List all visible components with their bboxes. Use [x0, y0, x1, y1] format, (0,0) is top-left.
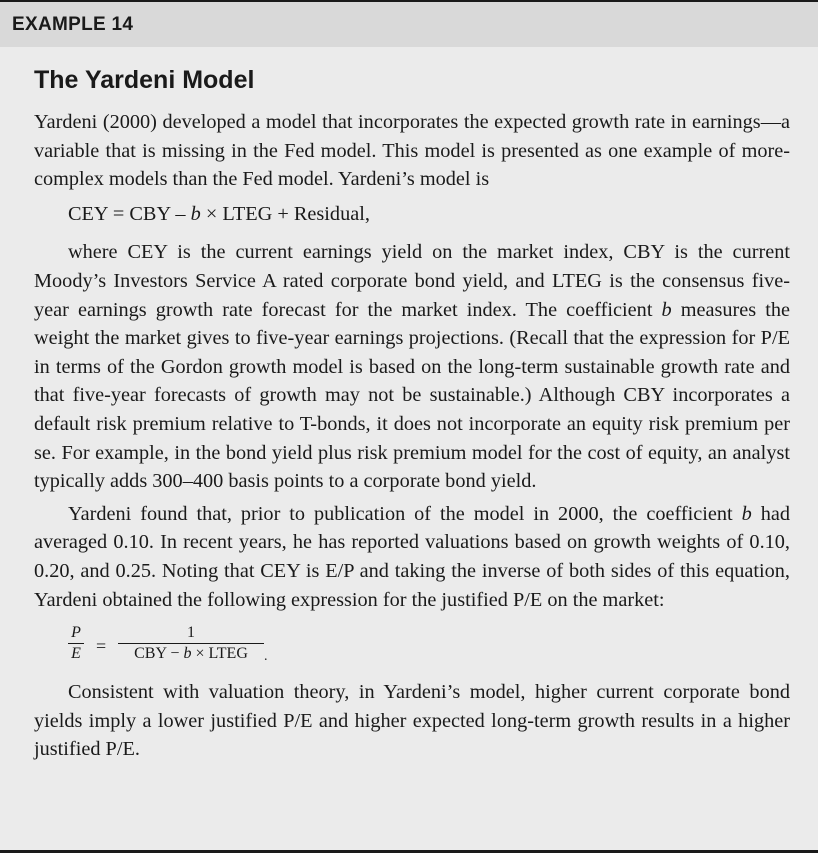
rhs-fraction — [118, 624, 264, 663]
example-label: EXAMPLE 14 — [12, 14, 134, 35]
equation-cey — [34, 200, 790, 229]
paragraph-intro: Yardeni (2000) developed a model that incorporates the expected growth rate in earnings—a variable that is missing in the Fed model. This model is presented as one example of more-complex models than the Fed model. Yardeni’s model is — [34, 111, 790, 191]
equation-pe — [34, 624, 790, 672]
paragraph-conclusion: Consistent with valuation theory, in Yardeni’s model, higher current corporate bond yields imply a lower justified P/E and higher expected long-term growth results in a higher justified P/E. — [34, 681, 790, 761]
p2-text-a: where CEY is the current earnings yield on the market index, CBY is the current Moody’s Investors Service A rated corporate bond yield, and LTEG is the consensus five-year earnings growth rate forecast for the market index. The coefficient — [34, 241, 790, 321]
section-title: The Yardeni Model — [34, 66, 255, 94]
bottom-rule — [0, 850, 818, 853]
pe-numerator: P — [71, 624, 81, 642]
example-header — [0, 0, 818, 47]
body-text — [34, 108, 790, 764]
pe-denominator: E — [71, 645, 81, 663]
pe-fraction-bar — [68, 643, 84, 644]
p3-text-b: had averaged 0.10. In recent years, he has reported valuations based on growth weights of 0.10, 0.20, and 0.25. Noting that CEY is E/P and taking the inverse of both sides of this equation, Yardeni obtained the following expression for the justified P/E on the market: — [34, 502, 790, 611]
eq1-left: CEY = CBY – — [68, 202, 191, 225]
p3-text-a: Yardeni found that, prior to publication of the model in 2000, the coefficient — [68, 502, 742, 525]
pe-fraction — [68, 624, 84, 663]
p3-var: b — [741, 502, 752, 525]
rhs-den-left: CBY − — [134, 645, 184, 663]
rhs-fraction-bar — [118, 643, 264, 644]
equation-period: . — [264, 649, 268, 665]
rhs-den-right: × LTEG — [191, 645, 248, 663]
rhs-den-var: b — [183, 645, 192, 663]
eq1-var: b — [190, 202, 201, 225]
rhs-numerator: 1 — [187, 624, 195, 642]
rhs-denominator — [118, 645, 264, 663]
p2-var: b — [661, 298, 672, 321]
paragraph-findings — [34, 500, 790, 614]
p2-text-b: measures the weight the market gives to five-year earnings projections. (Recall that the expression for P/E in terms of the Gordon growth model is based on the long-term sustainable growth rate and that five-year forecasts of growth may not be sustainable.) Although CBY incorporates a default risk premium relative to T-bonds, it does not incorporate an equity risk premium per se. For example, in the bond yield plus risk premium model for the cost of equity, an analyst typically adds 300–400 basis points to a corporate bond yield. — [34, 298, 790, 493]
eq1-right: × LTEG + Residual, — [200, 202, 370, 225]
equals-sign: = — [96, 636, 107, 657]
paragraph-definitions — [34, 238, 790, 495]
